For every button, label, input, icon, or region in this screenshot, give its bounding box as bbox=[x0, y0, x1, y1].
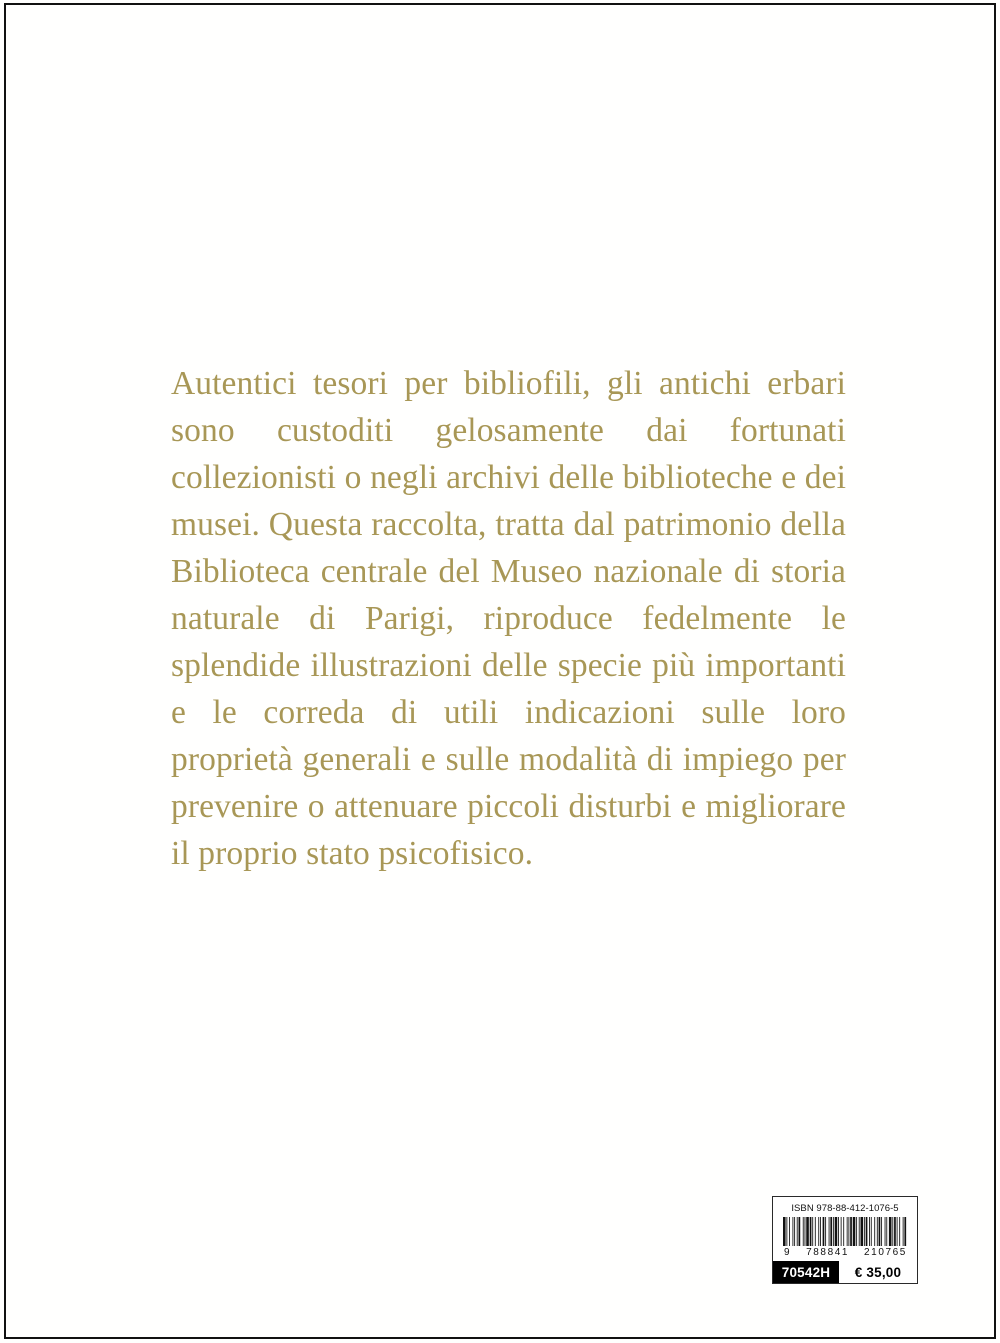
price-row bbox=[773, 1261, 917, 1283]
back-cover-blurb: Autentici tesori per bibliofili, gli antichi erbari sono custoditi gelosamente dai fortunati collezionisti o negli archivi delle biblioteche e dei musei. Questa raccolta, tratta dal patrimonio della Biblioteca centrale del Museo nazionale di storia naturale di Parigi, riproduce fedelmente le splendide illustrazioni delle specie più importanti e le correda di utili indicazioni sulle loro proprietà generali e sulle modalità di impiego per prevenire o attenuare piccoli disturbi e migliorare il proprio stato psicofisico. bbox=[171, 364, 855, 872]
barcode-digits-left: 788841 bbox=[806, 1247, 850, 1258]
barcode-digits-right: 210765 bbox=[864, 1247, 907, 1258]
barcode-digits bbox=[783, 1246, 907, 1259]
barcode-block bbox=[772, 1196, 918, 1284]
barcode-digit-lead: 9 bbox=[784, 1247, 792, 1258]
price-label: € 35,00 bbox=[839, 1261, 917, 1283]
product-code: 70542H bbox=[773, 1261, 839, 1283]
ean13-barcode-bars bbox=[783, 1217, 907, 1246]
isbn-label: ISBN 978-88-412-1076-5 bbox=[791, 1203, 899, 1214]
